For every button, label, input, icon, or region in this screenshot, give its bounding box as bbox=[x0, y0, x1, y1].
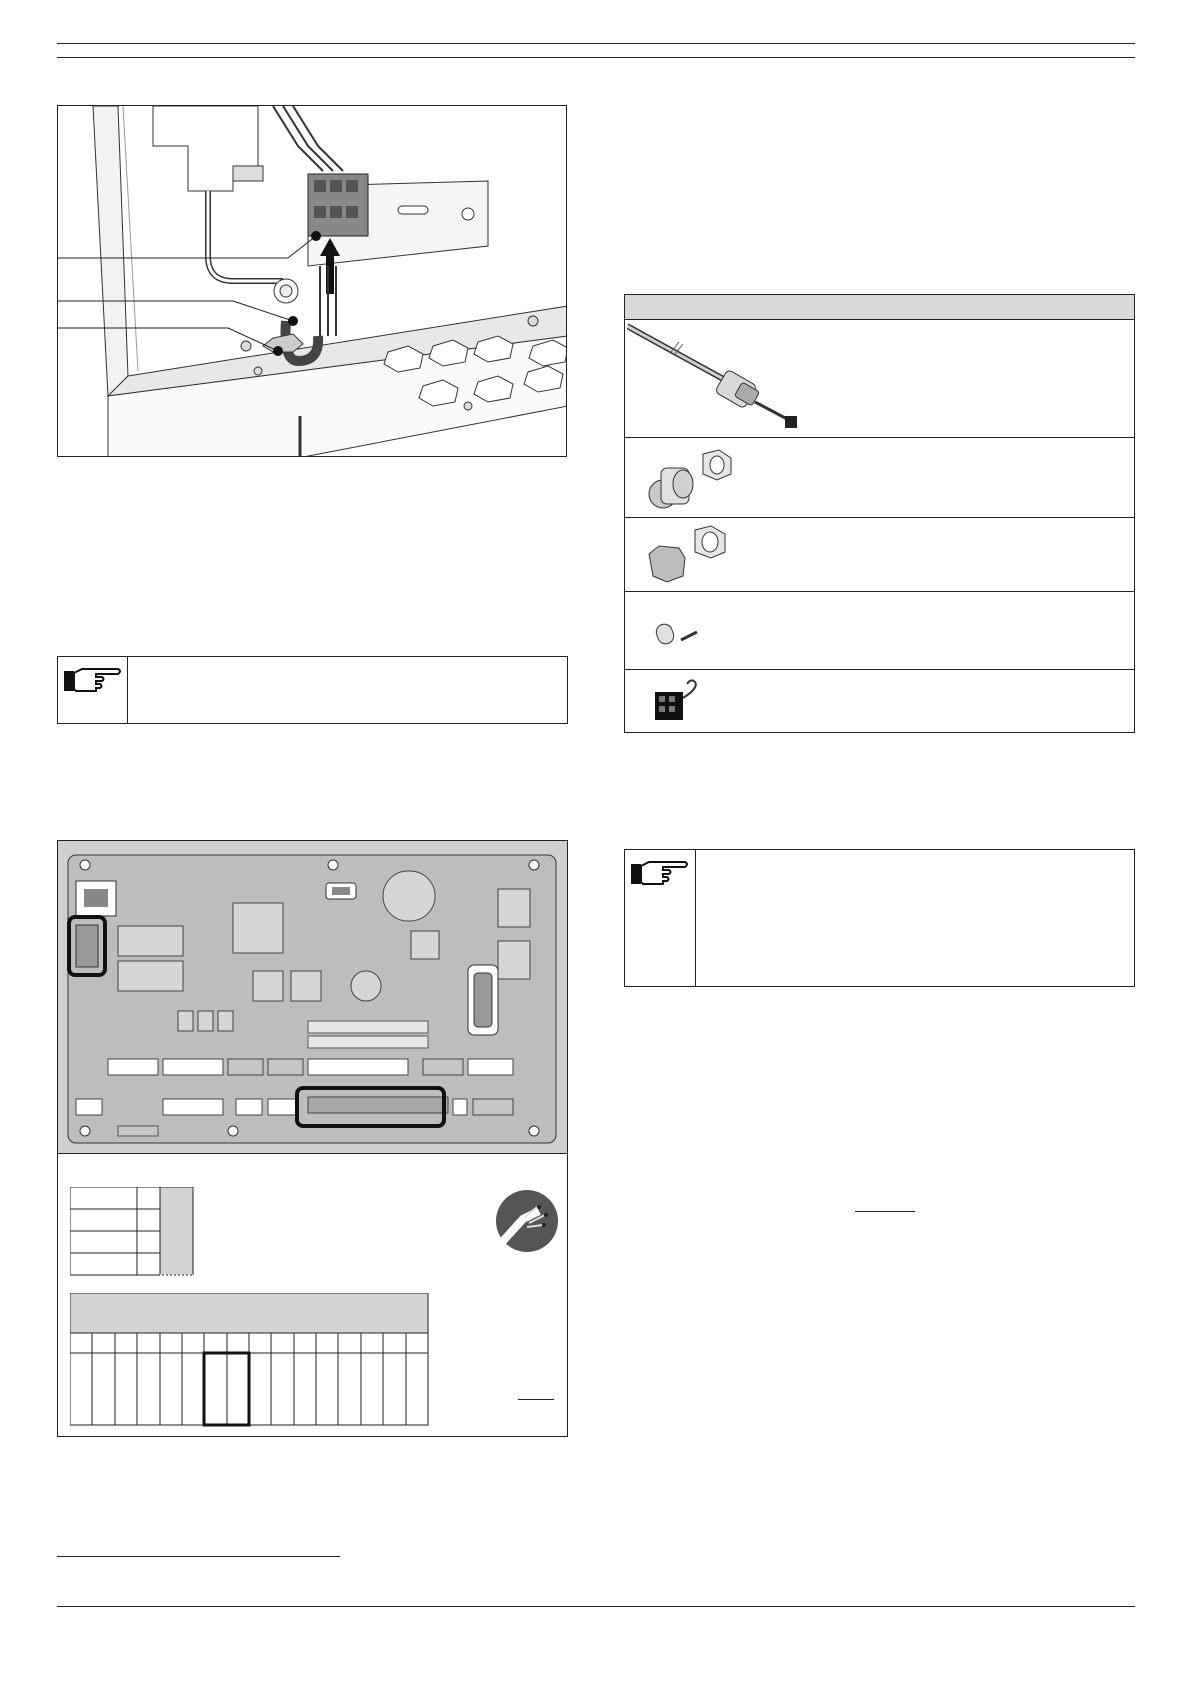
footnote-rule bbox=[57, 1556, 340, 1557]
ferrule-icon bbox=[653, 614, 713, 654]
accessory-row bbox=[625, 592, 1134, 670]
accessory-row bbox=[625, 670, 1134, 732]
connector-plug-icon bbox=[651, 678, 721, 726]
terminal-assignment-table bbox=[70, 1293, 430, 1427]
pointing-hand-icon bbox=[629, 856, 691, 890]
accessory-row bbox=[625, 518, 1134, 592]
note-box-right bbox=[624, 849, 1135, 987]
pointing-hand-icon bbox=[62, 663, 124, 697]
header-rule-bottom bbox=[57, 57, 1135, 58]
figure-ref-underline bbox=[518, 1399, 554, 1400]
figure-cable-routing bbox=[57, 105, 567, 457]
blind-plug-icon bbox=[645, 524, 745, 588]
accessories-table bbox=[624, 294, 1135, 733]
note-icon-cell bbox=[58, 657, 128, 723]
note-icon-cell bbox=[625, 850, 696, 986]
text-underline-mark bbox=[855, 1211, 915, 1212]
controller-board-illustration bbox=[58, 841, 567, 1153]
accessory-row bbox=[625, 438, 1134, 518]
cable-routing-illustration bbox=[58, 106, 567, 457]
wire-strands-icon bbox=[495, 1189, 559, 1253]
board-photo-area bbox=[58, 841, 567, 1154]
accessories-table-header bbox=[625, 295, 1134, 320]
sensor-cable-icon bbox=[627, 322, 807, 434]
terminal-mini-table bbox=[70, 1187, 190, 1277]
figure-board-terminals bbox=[57, 840, 568, 1437]
cable-gland-icon bbox=[645, 446, 745, 512]
accessory-row bbox=[625, 320, 1134, 438]
header-rule-top bbox=[57, 43, 1135, 44]
footer-rule bbox=[57, 1606, 1135, 1607]
note-box-left bbox=[57, 656, 568, 724]
